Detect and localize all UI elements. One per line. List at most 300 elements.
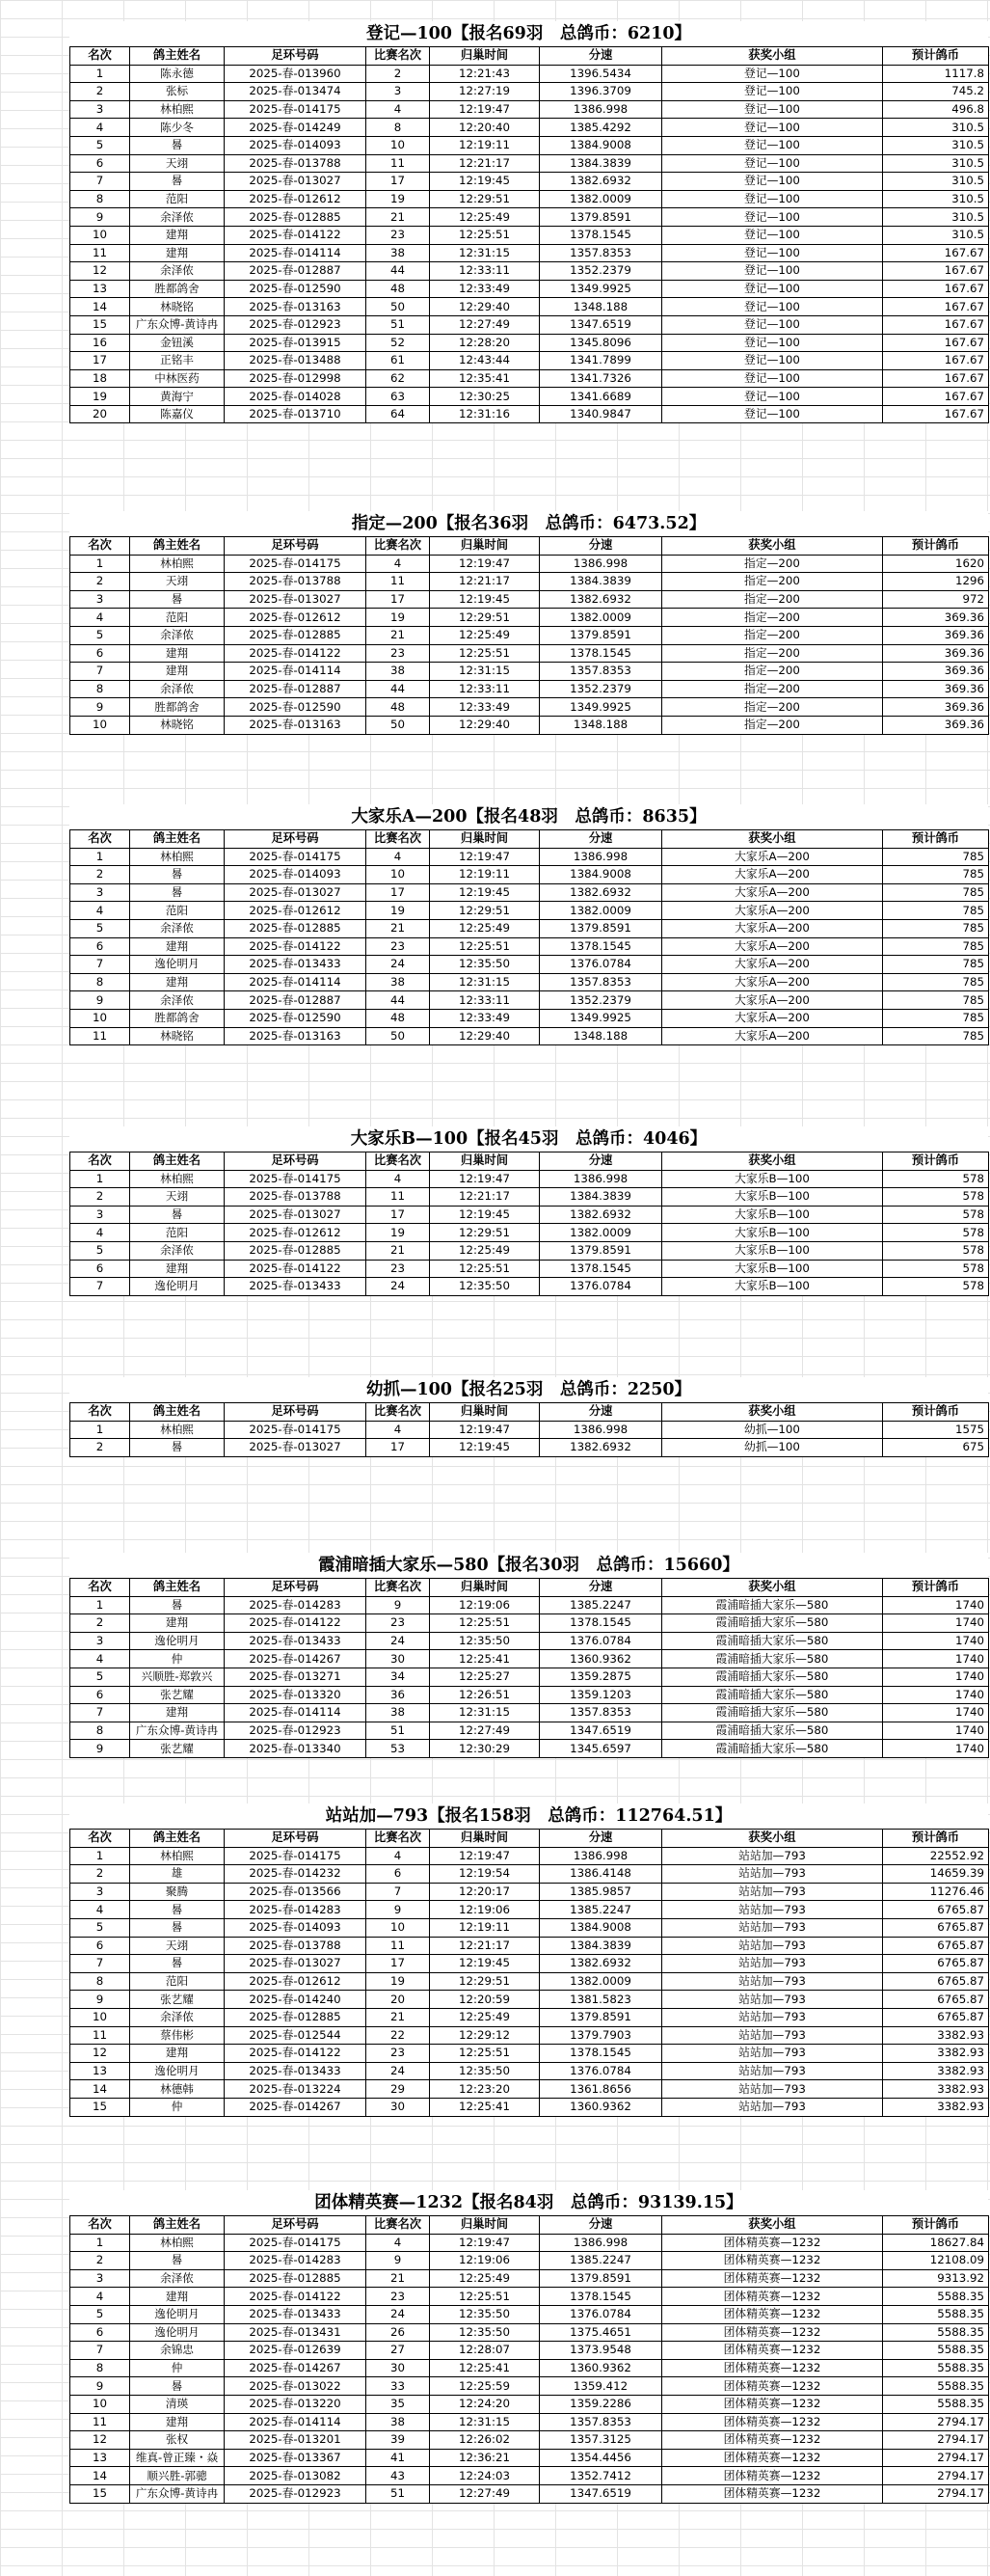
table-cell: 785	[883, 1027, 989, 1045]
table-cell: 1386.998	[540, 1170, 662, 1188]
table-cell: 登记—100	[662, 369, 883, 388]
table-row	[70, 1937, 989, 1955]
table-cell: 团体精英赛—1232	[662, 2467, 883, 2485]
table-cell: 2025-春-014267	[225, 2098, 366, 2116]
table-cell: 12:25:51	[430, 1614, 540, 1633]
table-cell: 2025-春-012887	[225, 680, 366, 698]
table-cell: 2025-春-014283	[225, 2252, 366, 2270]
table-cell: 167.67	[883, 352, 989, 370]
table-cell: 晷	[130, 883, 225, 902]
table-cell: 2025-春-013431	[225, 2323, 366, 2342]
table-cell: 1382.0009	[540, 190, 662, 208]
table-cell: 12:19:47	[430, 2234, 540, 2252]
table-cell: 1386.998	[540, 2234, 662, 2252]
table-cell: 578	[883, 1278, 989, 1296]
column-header: 归巢时间	[430, 1403, 540, 1422]
table-cell: 10	[366, 1918, 430, 1937]
table-cell: 1384.3839	[540, 573, 662, 591]
table-cell: 16	[70, 334, 130, 352]
table-cell: 登记—100	[662, 315, 883, 334]
table-cell: 4	[366, 1421, 430, 1439]
table-cell: 12:23:20	[430, 2080, 540, 2099]
table-cell: 1378.1545	[540, 2045, 662, 2063]
table-row	[70, 2080, 989, 2099]
table-cell: 12:19:11	[430, 1918, 540, 1937]
table-cell: 2025-春-013220	[225, 2395, 366, 2413]
table-cell: 仲	[130, 2098, 225, 2116]
table-cell: 建翔	[130, 1260, 225, 1278]
column-header: 比赛名次	[366, 830, 430, 849]
table-cell: 霞浦暗插大家乐—580	[662, 1740, 883, 1758]
table-cell: 12:25:51	[430, 1260, 540, 1278]
column-header: 比赛名次	[366, 1403, 430, 1422]
table-cell: 站站加—793	[662, 1847, 883, 1865]
table-cell: 2025-春-014175	[225, 2234, 366, 2252]
table-cell: 11	[70, 2413, 130, 2431]
table-cell: 167.67	[883, 262, 989, 281]
table-cell: 2025-春-013201	[225, 2431, 366, 2450]
table-cell: 1382.0009	[540, 902, 662, 920]
table-cell: 11276.46	[883, 1883, 989, 1901]
column-header: 分速	[540, 2216, 662, 2235]
table-cell: 正铭丰	[130, 352, 225, 370]
table-cell: 登记—100	[662, 65, 883, 83]
table-cell: 11	[70, 1027, 130, 1045]
column-header: 鸽主姓名	[130, 2216, 225, 2235]
column-header: 名次	[70, 1403, 130, 1422]
table-cell: 建翔	[130, 937, 225, 956]
table-cell: 1384.9008	[540, 136, 662, 154]
table-cell: 3382.93	[883, 2098, 989, 2116]
table-cell: 1340.9847	[540, 405, 662, 423]
table-cell: 1357.8353	[540, 2413, 662, 2431]
table-cell: 12:33:49	[430, 698, 540, 717]
table-cell: 17	[70, 352, 130, 370]
table-cell: 19	[366, 1224, 430, 1242]
table-row	[70, 1421, 989, 1439]
table-cell: 维真-曾正臻・焱	[130, 2449, 225, 2467]
table-row	[70, 2377, 989, 2396]
table-row	[70, 848, 989, 866]
table-cell: 4	[366, 1847, 430, 1865]
table-cell: 578	[883, 1170, 989, 1188]
table-cell: 1379.8591	[540, 208, 662, 227]
table-cell: 12:35:50	[430, 2323, 540, 2342]
table-row	[70, 2413, 989, 2431]
column-header: 获奖小组	[662, 830, 883, 849]
table-cell: 2025-春-013027	[225, 883, 366, 902]
table-cell: 12:35:41	[430, 369, 540, 388]
table-cell: 大家乐A—200	[662, 956, 883, 974]
table-row	[70, 883, 989, 902]
table-cell: 团体精英赛—1232	[662, 2359, 883, 2377]
column-header: 比赛名次	[366, 537, 430, 556]
column-header: 分速	[540, 537, 662, 556]
table-cell: 晷	[130, 2252, 225, 2270]
table-cell: 余泽侬	[130, 626, 225, 644]
table-cell: 44	[366, 991, 430, 1010]
table-cell: 站站加—793	[662, 2080, 883, 2099]
table-cell: 578	[883, 1241, 989, 1260]
table-cell: 大家乐A—200	[662, 866, 883, 884]
table-cell: 登记—100	[662, 388, 883, 406]
table-row	[70, 698, 989, 717]
table-cell: 胜都鸽舍	[130, 698, 225, 717]
table-cell: 1357.8353	[540, 663, 662, 681]
table-cell: 12:30:29	[430, 1740, 540, 1758]
table-cell: 12:35:50	[430, 2305, 540, 2323]
table-cell: 建翔	[130, 1614, 225, 1633]
table-cell: 2025-春-012923	[225, 315, 366, 334]
table-cell: 11	[366, 573, 430, 591]
table-cell: 578	[883, 1206, 989, 1224]
table-row	[70, 902, 989, 920]
column-header: 比赛名次	[366, 47, 430, 66]
table-cell: 2025-春-014122	[225, 937, 366, 956]
table-cell: 12:25:41	[430, 2098, 540, 2116]
table-row	[70, 154, 989, 173]
table-cell: 2025-春-012590	[225, 280, 366, 298]
table-cell: 2025-春-014267	[225, 1650, 366, 1668]
table-cell: 站站加—793	[662, 1972, 883, 1991]
table-cell: 1378.1545	[540, 644, 662, 663]
table-row	[70, 315, 989, 334]
table-cell: 范阳	[130, 1972, 225, 1991]
table-cell: 24	[366, 1278, 430, 1296]
table-cell: 1376.0784	[540, 1278, 662, 1296]
table-cell: 14	[70, 298, 130, 316]
table-cell: 5588.35	[883, 2359, 989, 2377]
table-cell: 12:31:15	[430, 973, 540, 991]
table-cell: 10	[70, 226, 130, 244]
table-cell: 晷	[130, 1901, 225, 1919]
table-cell: 2025-春-014175	[225, 848, 366, 866]
table-cell: 5588.35	[883, 2395, 989, 2413]
table-cell: 12:33:11	[430, 991, 540, 1010]
table-row	[70, 2449, 989, 2467]
table-cell: 团体精英赛—1232	[662, 2395, 883, 2413]
table-cell: 1740	[883, 1740, 989, 1758]
table-cell: 5588.35	[883, 2342, 989, 2360]
table-cell: 2025-春-013027	[225, 1955, 366, 1973]
table-cell: 建翔	[130, 244, 225, 262]
table-cell: 登记—100	[662, 173, 883, 191]
table-cell: 2025-春-013027	[225, 590, 366, 609]
table-cell: 1	[70, 65, 130, 83]
table-header-row	[70, 1403, 989, 1422]
table-cell: 1376.0784	[540, 2062, 662, 2080]
table-cell: 1341.6689	[540, 388, 662, 406]
section-title: 幼抓—100【报名25羽 总鸽币：2250】	[69, 1377, 988, 1402]
table-cell: 8	[70, 973, 130, 991]
table-cell: 1352.2379	[540, 991, 662, 1010]
table-cell: 34	[366, 1668, 430, 1686]
table-cell: 785	[883, 919, 989, 937]
column-header: 足环号码	[225, 537, 366, 556]
column-header: 归巢时间	[430, 537, 540, 556]
table-cell: 2025-春-012612	[225, 1224, 366, 1242]
table-cell: 1357.8353	[540, 244, 662, 262]
table-cell: 2025-春-014175	[225, 555, 366, 573]
results-table	[69, 829, 989, 1045]
table-cell: 2025-春-012885	[225, 2008, 366, 2026]
table-cell: 23	[366, 2045, 430, 2063]
table-cell: 大家乐A—200	[662, 848, 883, 866]
table-row	[70, 208, 989, 227]
table-cell: 369.36	[883, 680, 989, 698]
table-cell: 1386.998	[540, 1847, 662, 1865]
table-row	[70, 1009, 989, 1027]
table-cell: 13	[70, 280, 130, 298]
table-cell: 12:20:40	[430, 119, 540, 137]
table-cell: 38	[366, 973, 430, 991]
table-cell: 2025-春-013788	[225, 1937, 366, 1955]
table-cell: 2025-春-013960	[225, 65, 366, 83]
table-cell: 2025-春-014122	[225, 1614, 366, 1633]
table-cell: 2794.17	[883, 2449, 989, 2467]
table-cell: 登记—100	[662, 298, 883, 316]
table-cell: 12:35:50	[430, 956, 540, 974]
column-header: 名次	[70, 830, 130, 849]
table-cell: 7	[70, 173, 130, 191]
table-row	[70, 680, 989, 698]
table-cell: 登记—100	[662, 334, 883, 352]
table-cell: 1348.188	[540, 716, 662, 734]
table-cell: 578	[883, 1260, 989, 1278]
table-row	[70, 1027, 989, 1045]
table-cell: 2025-春-013224	[225, 2080, 366, 2099]
table-cell: 1386.4148	[540, 1865, 662, 1884]
table-cell: 12	[70, 2045, 130, 2063]
table-cell: 48	[366, 698, 430, 717]
table-cell: 1384.3839	[540, 1188, 662, 1207]
table-row	[70, 1188, 989, 1207]
table-cell: 2025-春-012923	[225, 1722, 366, 1740]
table-cell: 6765.87	[883, 1991, 989, 2009]
table-cell: 范阳	[130, 902, 225, 920]
table-cell: 2025-春-012544	[225, 2026, 366, 2045]
table-cell: 7	[70, 1278, 130, 1296]
results-table	[69, 2215, 989, 2504]
table-cell: 1361.8656	[540, 2080, 662, 2099]
table-cell: 2	[70, 1439, 130, 1457]
table-cell: 2025-春-014267	[225, 2359, 366, 2377]
table-cell: 24	[366, 2062, 430, 2080]
table-cell: 1357.3125	[540, 2431, 662, 2450]
table-cell: 团体精英赛—1232	[662, 2413, 883, 2431]
table-cell: 4	[70, 1224, 130, 1242]
table-cell: 578	[883, 1224, 989, 1242]
table-cell: 17	[366, 883, 430, 902]
table-cell: 6765.87	[883, 1972, 989, 1991]
table-cell: 团体精英赛—1232	[662, 2484, 883, 2503]
results-table	[69, 1578, 989, 1758]
table-cell: 63	[366, 388, 430, 406]
table-cell: 张标	[130, 83, 225, 101]
table-row	[70, 1901, 989, 1919]
table-cell: 167.67	[883, 244, 989, 262]
table-cell: 逸伦明月	[130, 1632, 225, 1650]
table-cell: 785	[883, 937, 989, 956]
table-cell: 1382.6932	[540, 1955, 662, 1973]
table-cell: 12:26:02	[430, 2431, 540, 2450]
column-header: 鸽主姓名	[130, 1579, 225, 1597]
table-cell: 12:27:19	[430, 83, 540, 101]
table-cell: 2025-春-013022	[225, 2377, 366, 2396]
table-cell: 8	[70, 190, 130, 208]
table-cell: 3	[70, 100, 130, 119]
table-cell: 12:21:17	[430, 1937, 540, 1955]
table-cell: 逸伦明月	[130, 1278, 225, 1296]
table-cell: 9	[70, 2377, 130, 2396]
table-cell: 1382.6932	[540, 883, 662, 902]
table-cell: 指定—200	[662, 680, 883, 698]
table-cell: 1382.6932	[540, 1206, 662, 1224]
table-cell: 2025-春-012887	[225, 991, 366, 1010]
table-cell: 2025-春-013163	[225, 1027, 366, 1045]
table-cell: 1	[70, 1596, 130, 1614]
table-cell: 1620	[883, 555, 989, 573]
table-cell: 17	[366, 590, 430, 609]
table-cell: 4	[366, 848, 430, 866]
column-header: 鸽主姓名	[130, 537, 225, 556]
table-cell: 雄	[130, 1865, 225, 1884]
table-cell: 2025-春-013788	[225, 1188, 366, 1207]
table-cell: 1382.6932	[540, 173, 662, 191]
table-cell: 3	[70, 1632, 130, 1650]
table-cell: 大家乐B—100	[662, 1224, 883, 1242]
column-header: 分速	[540, 1830, 662, 1848]
table-cell: 12:25:51	[430, 2045, 540, 2063]
table-cell: 17	[366, 1955, 430, 1973]
table-cell: 12:28:07	[430, 2342, 540, 2360]
table-cell: 逸伦明月	[130, 956, 225, 974]
table-cell: 逸伦明月	[130, 2323, 225, 2342]
table-cell: 23	[366, 937, 430, 956]
column-header: 足环号码	[225, 2216, 366, 2235]
table-cell: 2025-春-013710	[225, 405, 366, 423]
table-cell: 3382.93	[883, 2062, 989, 2080]
table-row	[70, 1614, 989, 1633]
table-cell: 11	[70, 2026, 130, 2045]
section-title: 站站加—793【报名158羽 总鸽币：112764.51】	[69, 1803, 988, 1829]
table-cell: 8	[70, 2359, 130, 2377]
table-cell: 1341.7899	[540, 352, 662, 370]
table-cell: 12:20:59	[430, 1991, 540, 2009]
table-cell: 1	[70, 1421, 130, 1439]
table-cell: 12:25:49	[430, 2269, 540, 2288]
table-cell: 兴顺胜-郑敦兴	[130, 1668, 225, 1686]
table-cell: 23	[366, 1260, 430, 1278]
table-cell: 幼抓—100	[662, 1421, 883, 1439]
table-cell: 2794.17	[883, 2431, 989, 2450]
table-cell: 晷	[130, 2377, 225, 2396]
column-header: 获奖小组	[662, 47, 883, 66]
table-cell: 1360.9362	[540, 1650, 662, 1668]
column-header: 足环号码	[225, 1152, 366, 1171]
table-cell: 1386.998	[540, 1421, 662, 1439]
table-cell: 29	[366, 2080, 430, 2099]
table-row	[70, 609, 989, 627]
table-cell: 12:19:45	[430, 173, 540, 191]
table-cell: 21	[366, 919, 430, 937]
column-header: 获奖小组	[662, 1403, 883, 1422]
table-row	[70, 334, 989, 352]
table-cell: 5	[70, 1668, 130, 1686]
table-cell: 12:19:45	[430, 1955, 540, 1973]
table-header-row	[70, 47, 989, 66]
table-cell: 2025-春-014093	[225, 866, 366, 884]
table-cell: 霞浦暗插大家乐—580	[662, 1686, 883, 1704]
table-cell: 21	[366, 1241, 430, 1260]
table-cell: 310.5	[883, 119, 989, 137]
table-cell: 19	[366, 190, 430, 208]
column-header: 鸽主姓名	[130, 830, 225, 849]
table-row	[70, 2395, 989, 2413]
table-cell: 大家乐B—100	[662, 1241, 883, 1260]
table-cell: 12:19:47	[430, 848, 540, 866]
table-cell: 1740	[883, 1650, 989, 1668]
table-cell: 310.5	[883, 154, 989, 173]
table-row	[70, 1596, 989, 1614]
table-cell: 30	[366, 2098, 430, 2116]
column-header: 预计鸽币	[883, 830, 989, 849]
table-cell: 2025-春-012612	[225, 1972, 366, 1991]
results-table	[69, 46, 989, 423]
table-cell: 1360.9362	[540, 2359, 662, 2377]
table-cell: 51	[366, 1722, 430, 1740]
table-cell: 陈永德	[130, 65, 225, 83]
table-cell: 登记—100	[662, 262, 883, 281]
table-cell: 10	[366, 866, 430, 884]
column-header: 归巢时间	[430, 2216, 540, 2235]
table-cell: 张艺耀	[130, 1740, 225, 1758]
table-cell: 43	[366, 2467, 430, 2485]
table-cell: 1386.998	[540, 555, 662, 573]
column-header: 归巢时间	[430, 830, 540, 849]
column-header: 足环号码	[225, 830, 366, 849]
table-cell: 24	[366, 1632, 430, 1650]
table-cell: 12:29:51	[430, 190, 540, 208]
table-cell: 1385.2247	[540, 2252, 662, 2270]
table-cell: 48	[366, 1009, 430, 1027]
column-header: 分速	[540, 1152, 662, 1171]
table-cell: 2025-春-014175	[225, 1847, 366, 1865]
table-cell: 12:25:49	[430, 208, 540, 227]
table-cell: 2025-春-014175	[225, 1421, 366, 1439]
table-cell: 2025-春-013433	[225, 2062, 366, 2080]
table-cell: 2025-春-014122	[225, 2045, 366, 2063]
table-cell: 晷	[130, 1596, 225, 1614]
table-cell: 余泽侬	[130, 262, 225, 281]
table-cell: 17	[366, 1439, 430, 1457]
table-cell: 1379.8591	[540, 2008, 662, 2026]
column-header: 足环号码	[225, 1830, 366, 1848]
table-cell: 12:21:17	[430, 154, 540, 173]
table-cell: 1359.2286	[540, 2395, 662, 2413]
table-cell: 310.5	[883, 173, 989, 191]
table-cell: 1740	[883, 1686, 989, 1704]
column-header: 归巢时间	[430, 1830, 540, 1848]
table-cell: 44	[366, 262, 430, 281]
table-row	[70, 2026, 989, 2045]
table-cell: 2025-春-012887	[225, 262, 366, 281]
table-cell: 5588.35	[883, 2305, 989, 2323]
table-cell: 1349.9925	[540, 1009, 662, 1027]
table-cell: 晷	[130, 1206, 225, 1224]
table-cell: 5	[70, 1918, 130, 1937]
table-cell: 站站加—793	[662, 2062, 883, 2080]
